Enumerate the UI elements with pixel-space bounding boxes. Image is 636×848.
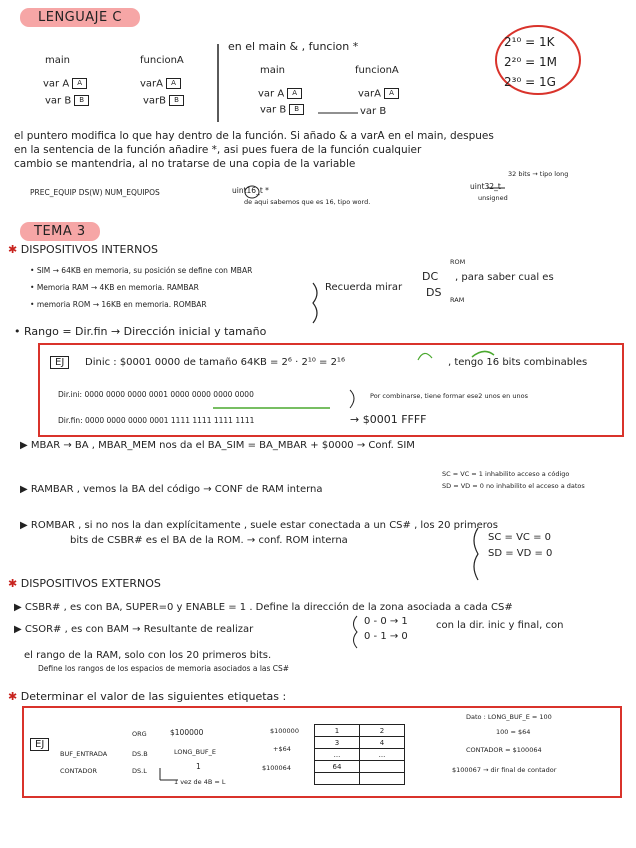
ej2-row2-op: DS.B bbox=[132, 750, 148, 758]
triangle-icon: ▶ bbox=[20, 440, 28, 451]
recuerda: Recuerda mirar bbox=[325, 282, 403, 293]
internos-item-1: • SIM → 64KB en memoria, su posición se define con MBAR bbox=[30, 266, 253, 275]
mem-cell bbox=[360, 773, 405, 785]
pointer-note-3: cambio se mantendria, al no tratarse de una copia de la variable bbox=[14, 158, 356, 170]
mid-fa-box: A bbox=[384, 88, 399, 99]
arrow-line-2-text: RAMBAR , vemos la BA del código → CONF de RAM interna bbox=[30, 484, 323, 495]
determinar-title bbox=[8, 690, 286, 703]
csbr-text: CSBR# , es con BA, SUPER=0 y ENABLE = 1 . Define la dirección de la zona asociada a cada CS# bbox=[24, 602, 513, 613]
left-varb bbox=[45, 95, 89, 107]
saber-cual: , para saber cual es bbox=[455, 272, 554, 283]
triangle-icon: ▶ bbox=[20, 484, 28, 495]
triangle-icon: ▶ bbox=[14, 602, 22, 613]
left-fb-text: varB bbox=[143, 95, 167, 107]
arrow-line-3b: bits de CSBR# es el BA de la ROM. → conf. ROM interna bbox=[70, 535, 348, 546]
code-right: uint32_t bbox=[470, 182, 501, 191]
mem-cell: 1 bbox=[315, 725, 360, 737]
triangle-icon: ▶ bbox=[14, 624, 22, 635]
mem-cell: ... bbox=[360, 749, 405, 761]
arrow-line-3-text: ROMBAR , si no nos la dan explícitamente , suele estar conectada a un CS# , los 20 primeros bbox=[30, 520, 498, 531]
mem-cell bbox=[315, 773, 360, 785]
csor-tail: con la dir. inic y final, con bbox=[436, 620, 564, 631]
ej2-row3-val: 1 bbox=[196, 762, 201, 771]
rom-label: ROM bbox=[450, 258, 466, 266]
triangle-icon: ▶ bbox=[20, 520, 28, 531]
internos-item-2: • Memoria RAM → 4KB en memoria. RAMBAR bbox=[30, 283, 199, 292]
arrow-line-3-sd: SD = VD = 0 bbox=[488, 548, 553, 559]
mem-cell: 64 bbox=[315, 761, 360, 773]
mem-cell: 3 bbox=[315, 737, 360, 749]
ej2-label bbox=[30, 738, 49, 751]
mid-vara bbox=[258, 88, 302, 100]
mid-fa bbox=[358, 88, 399, 100]
left-vara-text: var A bbox=[43, 78, 70, 90]
ej1-result: → $0001 FFFF bbox=[350, 413, 427, 426]
mid-title: en el main & , funcion * bbox=[228, 40, 359, 53]
arrow-line-1-text: MBAR → BA , MBAR_MEM nos da el BA_SIM = BA_MBAR + $0000 → Conf. SIM bbox=[30, 440, 415, 451]
code-mid-note: de aqui sabemos que es 16, tipo word. bbox=[244, 198, 371, 206]
ej2-label-text: EJ bbox=[30, 738, 49, 751]
mid-func-label: funcionA bbox=[355, 65, 399, 76]
asterisk-icon: ✱ bbox=[8, 243, 18, 256]
ej2-row2-val: LONG_BUF_E bbox=[174, 748, 216, 756]
ej1-label bbox=[50, 356, 69, 369]
rango-text: Rango = Dir.fin → Dirección inicial y tamaño bbox=[24, 325, 267, 338]
left-fa-box: A bbox=[166, 78, 181, 89]
power-3: 2³⁰ = 1G bbox=[504, 75, 556, 89]
internos-item-3: • memoria ROM → 16KB en memoria. ROMBAR bbox=[30, 300, 207, 309]
arrow-line-3-sc: SC = VC = 0 bbox=[488, 532, 551, 543]
memory-table bbox=[314, 724, 405, 785]
arrow-line-3 bbox=[20, 520, 498, 531]
left-fb-box: B bbox=[169, 95, 184, 106]
left-func-label: funcionA bbox=[140, 55, 184, 66]
section-tema3-text: TEMA 3 bbox=[34, 224, 86, 239]
section-tema3 bbox=[20, 222, 100, 241]
ej2-hex: 100 = $64 bbox=[496, 728, 531, 736]
internos-title-text: DISPOSITIVOS INTERNOS bbox=[20, 243, 159, 256]
externos-rango: el rango de la RAM, solo con los 20 primeros bits. bbox=[24, 650, 272, 661]
mid-fa-text: varA bbox=[358, 88, 381, 100]
page-title-text: LENGUAJE C bbox=[38, 10, 122, 25]
externos-define: Define los rangos de los espacios de memoria asociados a las CS# bbox=[38, 664, 290, 673]
code-right-top: 32 bits → tipo long bbox=[508, 170, 569, 178]
arrow-line-2-side1: SC = VC = 1 inhabilito acceso a código bbox=[442, 470, 570, 478]
ej2-row1-op: ORG bbox=[132, 730, 147, 738]
ej2-row3-op: DS.L bbox=[132, 767, 147, 775]
csor-t1: 0 - 0 → 1 bbox=[364, 616, 408, 627]
page-title bbox=[20, 8, 140, 27]
arrow-line-1 bbox=[20, 440, 415, 451]
internos-item-2-text: Memoria RAM → 4KB en memoria. RAMBAR bbox=[36, 283, 199, 292]
ej1-dinic: Dinic : $0001 0000 de tamaño 64KB = 2⁶ · 2¹⁰ = 2¹⁶ bbox=[85, 357, 345, 368]
mid-varb-text: var B bbox=[260, 104, 287, 116]
arrow-line-2 bbox=[20, 484, 323, 495]
ds-label: DS bbox=[426, 286, 442, 299]
left-fb bbox=[143, 95, 184, 107]
mem-cell bbox=[360, 761, 405, 773]
left-main-label: main bbox=[45, 55, 70, 66]
dc-label: DC bbox=[422, 270, 439, 283]
internos-item-3-text: memoria ROM → 16KB en memoria. ROMBAR bbox=[36, 300, 207, 309]
arrow-line-2-side2: SD = VD = 0 no inhabilito el acceso a datos bbox=[442, 482, 585, 490]
mid-varb-box: B bbox=[289, 104, 304, 115]
ej2-row2-label: BUF_ENTRADA bbox=[60, 750, 108, 758]
externos-title-text: DISPOSITIVOS EXTERNOS bbox=[20, 577, 161, 590]
ej1-dirfin: Dir.fin: 0000 0000 0000 0001 1111 1111 1111 1111 bbox=[58, 416, 255, 425]
determinar-text: Determinar el valor de las siguientes etiquetas : bbox=[20, 690, 287, 703]
ej1-label-text: EJ bbox=[50, 356, 69, 369]
ej2-dato: Dato : LONG_BUF_E = 100 bbox=[466, 713, 552, 721]
mem-cell: ... bbox=[315, 749, 360, 761]
csor-line bbox=[14, 624, 253, 635]
csor-t2: 0 - 1 → 0 bbox=[364, 631, 408, 642]
ej1-combinar: Por combinarse, tiene formar ese2 unos en unos bbox=[370, 392, 528, 400]
code-right-bottom: unsigned bbox=[478, 194, 508, 202]
left-varb-text: var B bbox=[45, 95, 72, 107]
mid-varb bbox=[260, 104, 304, 116]
mid-main-label: main bbox=[260, 65, 285, 76]
left-fa bbox=[140, 78, 181, 90]
power-2: 2²⁰ = 1M bbox=[504, 55, 557, 69]
left-varb-box: B bbox=[74, 95, 89, 106]
internos-title bbox=[8, 243, 158, 256]
ej2-row1-val: $100000 bbox=[170, 728, 204, 737]
csor-text: CSOR# , es con BAM → Resultante de realizar bbox=[24, 624, 254, 635]
mem-cell: 4 bbox=[360, 737, 405, 749]
ej2-vez: 1 vez de 4B = L bbox=[174, 778, 226, 786]
pointer-note-2: en la sentencia de la función añadire *, asi pues fuera de la función cualquier bbox=[14, 144, 422, 156]
mid-fb: var B bbox=[360, 106, 387, 117]
ej2-row3-label: CONTADOR bbox=[60, 767, 98, 775]
mem-cell: 2 bbox=[360, 725, 405, 737]
code-mid: uint16_t * bbox=[232, 186, 269, 195]
ej2-addr-1: $100000 bbox=[270, 727, 299, 735]
ram-label: RAM bbox=[450, 296, 465, 304]
asterisk-icon: ✱ bbox=[8, 577, 18, 590]
ej2-addr-3: $100064 bbox=[262, 764, 291, 772]
mid-vara-box: A bbox=[287, 88, 302, 99]
left-vara-box: A bbox=[72, 78, 87, 89]
externos-title bbox=[8, 577, 161, 590]
ej2-final: $100067 → dir final de contador bbox=[452, 766, 557, 774]
left-fa-text: varA bbox=[140, 78, 163, 90]
ej2-addr-2: +$64 bbox=[273, 745, 291, 753]
internos-item-1-text: SIM → 64KB en memoria, su posición se define con MBAR bbox=[36, 266, 253, 275]
left-vara bbox=[43, 78, 87, 90]
ej1-dirini: Dir.ini: 0000 0000 0000 0001 0000 0000 0000 0000 bbox=[58, 390, 254, 399]
power-1: 2¹⁰ = 1K bbox=[504, 35, 555, 49]
csbr-line bbox=[14, 602, 513, 613]
code-left: PREC_EQUIP DS(W) NUM_EQUIPOS bbox=[30, 188, 160, 197]
ej1-tengo: , tengo 16 bits combinables bbox=[448, 357, 588, 368]
rango-line: • Rango = Dir.fin → Dirección inicial y tamaño bbox=[14, 325, 267, 338]
mid-vara-text: var A bbox=[258, 88, 285, 100]
pointer-note-1: el puntero modifica lo que hay dentro de la función. Si añado & a varA en el main, despues bbox=[14, 130, 494, 142]
asterisk-icon: ✱ bbox=[8, 690, 18, 703]
ej2-contador: CONTADOR = $100064 bbox=[466, 746, 542, 754]
